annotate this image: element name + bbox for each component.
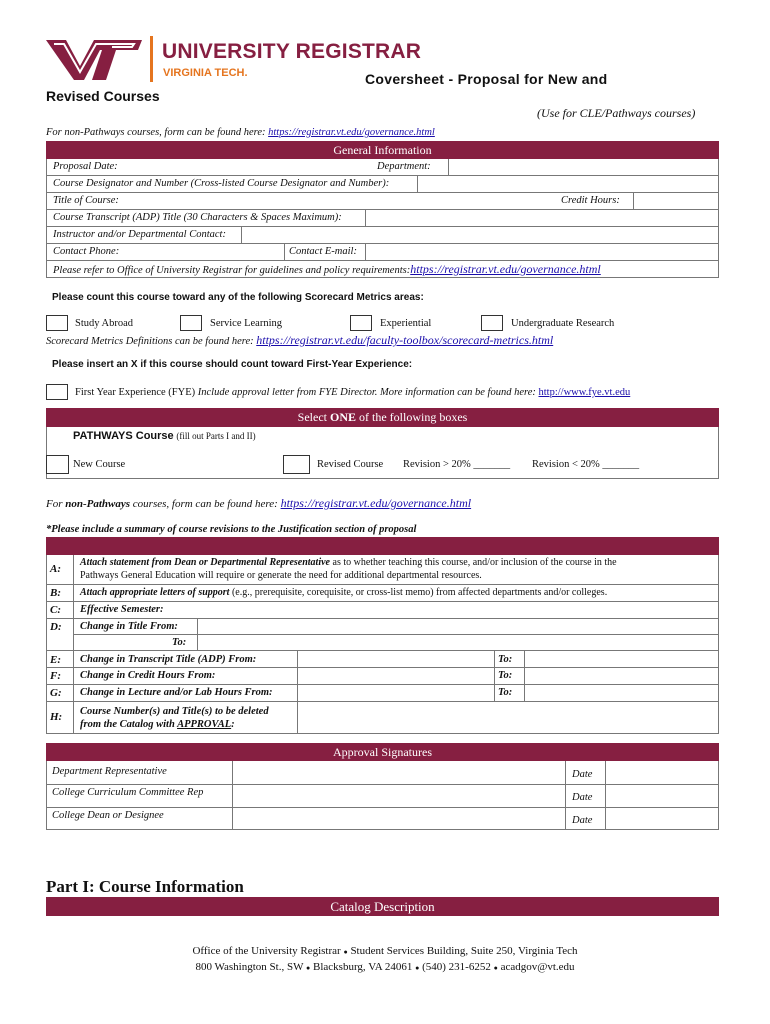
summary-note: *Please include a summary of course revisions to the Justification section of proposal: [46, 524, 417, 535]
row-line: [46, 618, 719, 619]
item-d-key: D:: [50, 621, 62, 633]
scorecard-prompt: Please count this course toward any of the following Scorecard Metrics areas:: [52, 292, 424, 303]
instructor-label: Instructor and/or Departmental Contact:: [53, 229, 226, 240]
service-learning-label: Service Learning: [210, 318, 283, 329]
key-divider: [73, 555, 74, 734]
scorecard-defs: [46, 333, 553, 348]
nonpathways-note: [46, 127, 435, 138]
revision-gt-label: Revision > 20% _______: [403, 459, 511, 470]
service-learning-checkbox[interactable]: [180, 315, 202, 331]
row-title: [46, 193, 719, 210]
scorecard-defs-link[interactable]: https://registrar.vt.edu/faculty-toolbox/scorecard-metrics.html: [256, 333, 554, 347]
item-c-key: C:: [50, 604, 61, 616]
item-b-bold: Attach appropriate letters of support: [80, 587, 230, 598]
study-abroad-label: Study Abroad: [75, 318, 134, 329]
item-f-key: F:: [50, 670, 61, 682]
approval-date-2: Date: [572, 792, 593, 803]
logo-divider: [150, 36, 153, 82]
item-d-to: To:: [172, 637, 187, 648]
items-heading-bar: [46, 537, 719, 555]
row-line: [46, 684, 719, 685]
general-info-heading: General Information: [46, 141, 719, 159]
undergraduate-research-checkbox[interactable]: [481, 315, 503, 331]
fye-label: First Year Experience (FYE): [75, 387, 196, 398]
new-course-label: New Course: [73, 459, 126, 470]
footer-bullet: ●: [306, 964, 311, 972]
footer-building: Student Services Building, Suite 250, Virginia Tech: [350, 945, 578, 957]
footer-bullet: ●: [493, 964, 498, 972]
footer-city: Blacksburg, VA 24061: [313, 961, 413, 973]
footer-line-2: [0, 960, 770, 976]
designator-label: Course Designator and Number (Cross-listed Course Designator and Number):: [53, 178, 390, 189]
item-h-text2-pre: from the Catalog with: [80, 719, 175, 730]
item-h-text1: Course Number(s) and Title(s) to be deleted: [80, 706, 269, 717]
approval-college-committee: College Curriculum Committee Rep: [52, 787, 204, 798]
row-instructor: [46, 227, 719, 244]
experiential-label: Experiential: [380, 318, 432, 329]
row-contact: [46, 244, 719, 261]
footer-line-1: [0, 944, 770, 960]
footer-office: Office of the University Registrar: [192, 945, 341, 957]
col-line: [494, 650, 495, 701]
fye-line: [75, 387, 630, 398]
nonpathways2-pre: For: [46, 498, 63, 510]
fye-note: Include approval letter from FYE Director. More information can be found here:: [197, 387, 536, 398]
approval-date-3: Date: [572, 815, 593, 826]
title-label: Title of Course:: [53, 195, 119, 206]
credit-hours-label: Credit Hours:: [561, 195, 620, 206]
item-h-colon: :: [231, 719, 235, 730]
item-h: [80, 705, 269, 731]
nonpathways-note-text: For non-Pathways courses, form can be found here:: [46, 127, 266, 138]
fye-prompt: Please insert an X if this course should count toward First-Year Experience:: [52, 359, 413, 370]
email-label: Contact E-mail:: [289, 246, 357, 257]
revised-course-checkbox[interactable]: [283, 455, 310, 474]
col-line: [197, 618, 198, 651]
col-line: [565, 761, 566, 830]
item-a-text2: Pathways General Education will require or generate the need for additional departmental resources.: [80, 570, 482, 581]
col-line: [605, 761, 606, 830]
pathways-note: (fill out Parts I and II): [176, 431, 256, 441]
row-line: [46, 584, 719, 585]
signature-field-2[interactable]: [233, 785, 564, 807]
catalog-description-heading: Catalog Description: [46, 897, 719, 916]
vt-logo: [44, 36, 144, 84]
signature-field-1[interactable]: [233, 762, 564, 784]
approval-heading: Approval Signatures: [46, 743, 719, 761]
nonpathways-note-2: [46, 496, 471, 511]
item-h-approval: APPROVAL: [177, 719, 232, 730]
page-subtitle: (Use for CLE/Pathways courses): [537, 106, 696, 120]
phone-field[interactable]: [284, 244, 285, 260]
part1-title: Part I: Course Information: [46, 877, 244, 896]
row-line: [46, 601, 719, 602]
item-a-key: A:: [50, 563, 61, 575]
phone-label: Contact Phone:: [53, 246, 120, 257]
transcript-title-label: Course Transcript (ADP) Title (30 Characters & Spaces Maximum):: [53, 212, 342, 223]
scorecard-defs-text: Scorecard Metrics Definitions can be found here:: [46, 336, 254, 347]
page-title-line2: Revised Courses: [46, 88, 160, 104]
row-refer: [46, 261, 719, 278]
undergraduate-research-label: Undergraduate Research: [511, 318, 615, 329]
item-a-bold: Attach statement from Dean or Departmental Representative: [80, 557, 330, 568]
designator-field[interactable]: [417, 176, 418, 192]
row-proposal-date: [46, 159, 719, 176]
item-f-to: To:: [498, 670, 513, 681]
signature-field-3[interactable]: [233, 808, 564, 829]
item-e-text: Change in Transcript Title (ADP) From:: [80, 654, 257, 665]
approval-date-1: Date: [572, 769, 593, 780]
credit-hours-field[interactable]: [633, 193, 634, 209]
approval-dept-rep: Department Representative: [52, 766, 167, 777]
new-course-checkbox[interactable]: [46, 455, 69, 474]
item-b-key: B:: [50, 587, 61, 599]
item-b-text: (e.g., prerequisite, corequisite, or cross-list memo) from affected departments and/or colleges.: [231, 587, 608, 598]
fye-checkbox[interactable]: [46, 384, 68, 400]
experiential-checkbox[interactable]: [350, 315, 372, 331]
item-e-key: E:: [50, 654, 61, 666]
row-line: [46, 701, 719, 702]
pathways-label: PATHWAYS Course: [73, 430, 174, 442]
nonpathways2-bold: non-Pathways: [65, 498, 131, 510]
item-h-key: H:: [50, 711, 63, 723]
registrar-name: UNIVERSITY REGISTRAR: [162, 40, 422, 63]
page-title: Coversheet - Proposal for New and: [365, 71, 608, 87]
item-e-to: To:: [498, 654, 513, 665]
select-one-bold: ONE: [329, 410, 356, 424]
item-f-text: Change in Credit Hours From:: [80, 670, 216, 681]
row-transcript-title: [46, 210, 719, 227]
department-label: Department:: [377, 161, 431, 172]
select-one-post: of the following boxes: [359, 410, 468, 424]
item-b: [80, 587, 607, 598]
approval-dean: College Dean or Designee: [52, 810, 164, 821]
university-name: VIRGINIA TECH.: [163, 67, 248, 79]
footer-phone: (540) 231-6252: [422, 961, 491, 973]
row-line: [46, 667, 719, 668]
refer-text: Please refer to Office of University Registrar for guidelines and policy requirements:: [53, 265, 411, 276]
fye-link[interactable]: http://www.fye.vt.edu: [538, 387, 631, 398]
item-c-text: Effective Semester:: [80, 604, 164, 615]
proposal-date-label: Proposal Date:: [53, 161, 118, 172]
instructor-field[interactable]: [241, 227, 242, 243]
refer-link[interactable]: https://registrar.vt.edu/governance.html: [410, 262, 601, 276]
department-field[interactable]: [448, 159, 449, 175]
item-g-key: G:: [50, 687, 62, 699]
item-a: [80, 556, 716, 582]
governance-link[interactable]: https://registrar.vt.edu/governance.html: [268, 127, 435, 138]
item-d-text: Change in Title From:: [80, 621, 178, 632]
item-g-text: Change in Lecture and/or Lab Hours From:: [80, 687, 273, 698]
select-one-pre: Select: [297, 410, 327, 424]
transcript-title-field[interactable]: [365, 210, 366, 226]
pathways-line: [73, 430, 256, 442]
study-abroad-checkbox[interactable]: [46, 315, 68, 331]
nonpathways2-post: courses, form can be found here:: [132, 498, 278, 510]
row-designator: [46, 176, 719, 193]
col-line: [297, 650, 298, 734]
select-one-heading: [46, 408, 719, 427]
item-g-to: To:: [498, 687, 513, 698]
email-field[interactable]: [365, 244, 366, 260]
col-line: [524, 650, 525, 701]
row-line: [46, 650, 719, 651]
footer-email[interactable]: acadgov@vt.edu: [500, 961, 575, 973]
footer-bullet: ●: [343, 948, 348, 956]
footer: [0, 944, 770, 976]
revision-lt-label: Revision < 20% _______: [532, 459, 640, 470]
footer-street: 800 Washington St., SW: [195, 961, 304, 973]
footer-bullet: ●: [415, 964, 420, 972]
row-line: [73, 634, 719, 635]
nonpathways2-link[interactable]: https://registrar.vt.edu/governance.html: [280, 496, 472, 510]
item-a-text1: as to whether teaching this course, and/or inclusion of the course in the: [332, 557, 617, 568]
revised-course-label: Revised Course: [317, 459, 384, 470]
